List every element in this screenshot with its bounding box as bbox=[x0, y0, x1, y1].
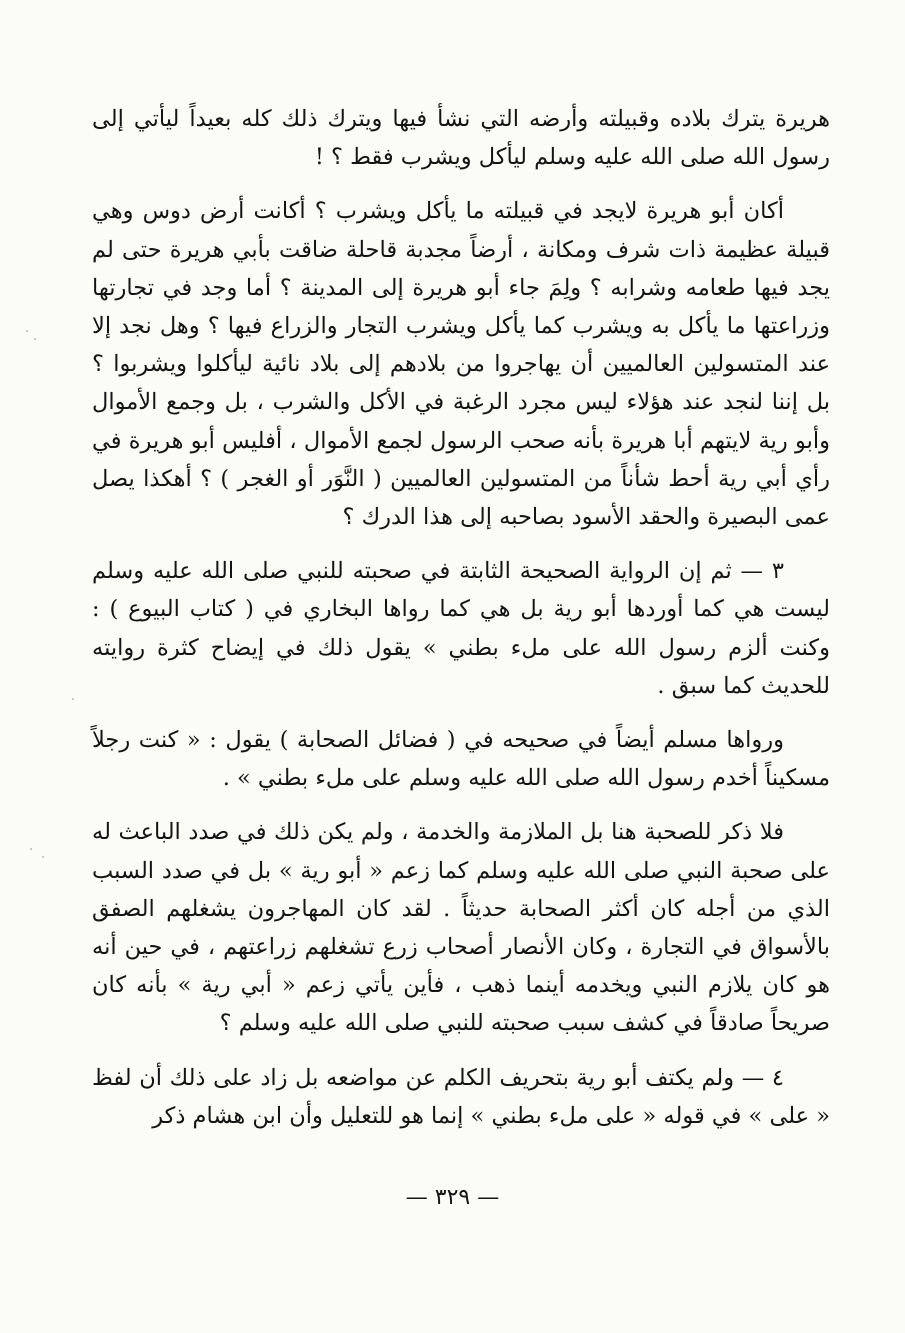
paragraph-muslim-narration: ورواها مسلم أيضاً في صحيحه في ( فضائل الصحابة ) يقول : « كنت رجلاً مسكيناً أخدم رسول الله صلى الله عليه وسلم على ملء بطني » . bbox=[92, 727, 830, 792]
scan-speck bbox=[42, 856, 44, 858]
paragraph-point-4: ٤ — ولم يكتف أبو رية بتحريف الكلم عن مواضعه بل زاد على ذلك أن لفظ « على » في قوله « على ملء بطني » إنما هو للتعليل وأن ابن هشام ذكر bbox=[92, 1064, 830, 1129]
scan-speck bbox=[30, 848, 32, 850]
paragraph-abu-hurayra-question: أكان أبو هريرة لايجد في قبيلته ما يأكل ويشرب ؟ أكانت أرض دوس وهي قبيلة عظيمة ذات شرف ومكانة ، أرضاً مجدبة قاحلة ضاقت بأبي هريرة حتى لم يجد فيها طعامه وشرابه ؟ ولِمَ جاء أبو هريرة إلى المدينة ؟ أما وجد في تجارتها وزراعتها ما يأكل به ويشرب كما يأكل ويشرب التجار والزراع فيها ؟ وهل نجد إلا عند المتسولين العالميين أن يهاجروا من بلادهم إلى بلاد نائية ليأكلوا ويشربوا ؟ بل إننا لنجد عند هؤلاء ليس مجرد الرغبة في الأكل والشرب ، بل وجمع الأموال وأبو رية لايتهم أبا هريرة بأنه صحب الرسول لجمع الأموال ، أفليس أبو هريرة في رأي أبي رية أحط شأناً من المتسولين العالميين ( النَّوَر أو الغجر ) ؟ أهكذا يصل عمى البصيرة والحقد الأسود بصاحبه إلى هذا الدرك ؟ bbox=[92, 198, 830, 531]
page-body-text bbox=[92, 100, 830, 1145]
page-number: — ٣٢٩ — bbox=[405, 1185, 500, 1210]
paragraph-point-3: ٣ — ثم إن الرواية الصحيحة الثابتة في صحبته للنبي صلى الله عليه وسلم ليست هي كما أوردها أبو رية بل هي كما رواها البخاري في ( كتاب البيوع ) : وكنت ألزم رسول الله على ملء بطني » يقول ذلك في إيضاح كثرة روايته للحديث كما سبق . bbox=[92, 558, 830, 699]
scan-speck bbox=[34, 338, 36, 340]
scan-speck bbox=[26, 330, 28, 332]
paragraph-continuation: هريرة يترك بلاده وقبيلته وأرضه التي نشأ فيها ويترك ذلك كله بعيداً ليأتي إلى رسول الله صلى الله عليه وسلم ليأكل ويشرب فقط ؟ ! bbox=[92, 106, 830, 171]
paragraph-companionship: فلا ذكر للصحبة هنا بل الملازمة والخدمة ، ولم يكن ذلك في صدد الباعث له على صحبة النبي صلى الله عليه وسلم كما زعم « أبو رية » بل في صدد السبب الذي من أجله كان أكثر الصحابة حديثاً . لقد كان المهاجرون يشغلهم الصفق بالأسواق في التجارة ، وكان الأنصار أصحاب زرع تشغلهم زراعتهم ، في حين أنه هو كان يلازم النبي ويخدمه أينما ذهب ، فأين يأتي زعم « أبي رية » بأنه كان صريحاً صادقاً في كشف سبب صحبته للنبي صلى الله عليه وسلم ؟ bbox=[92, 819, 830, 1037]
scan-speck bbox=[72, 698, 74, 700]
